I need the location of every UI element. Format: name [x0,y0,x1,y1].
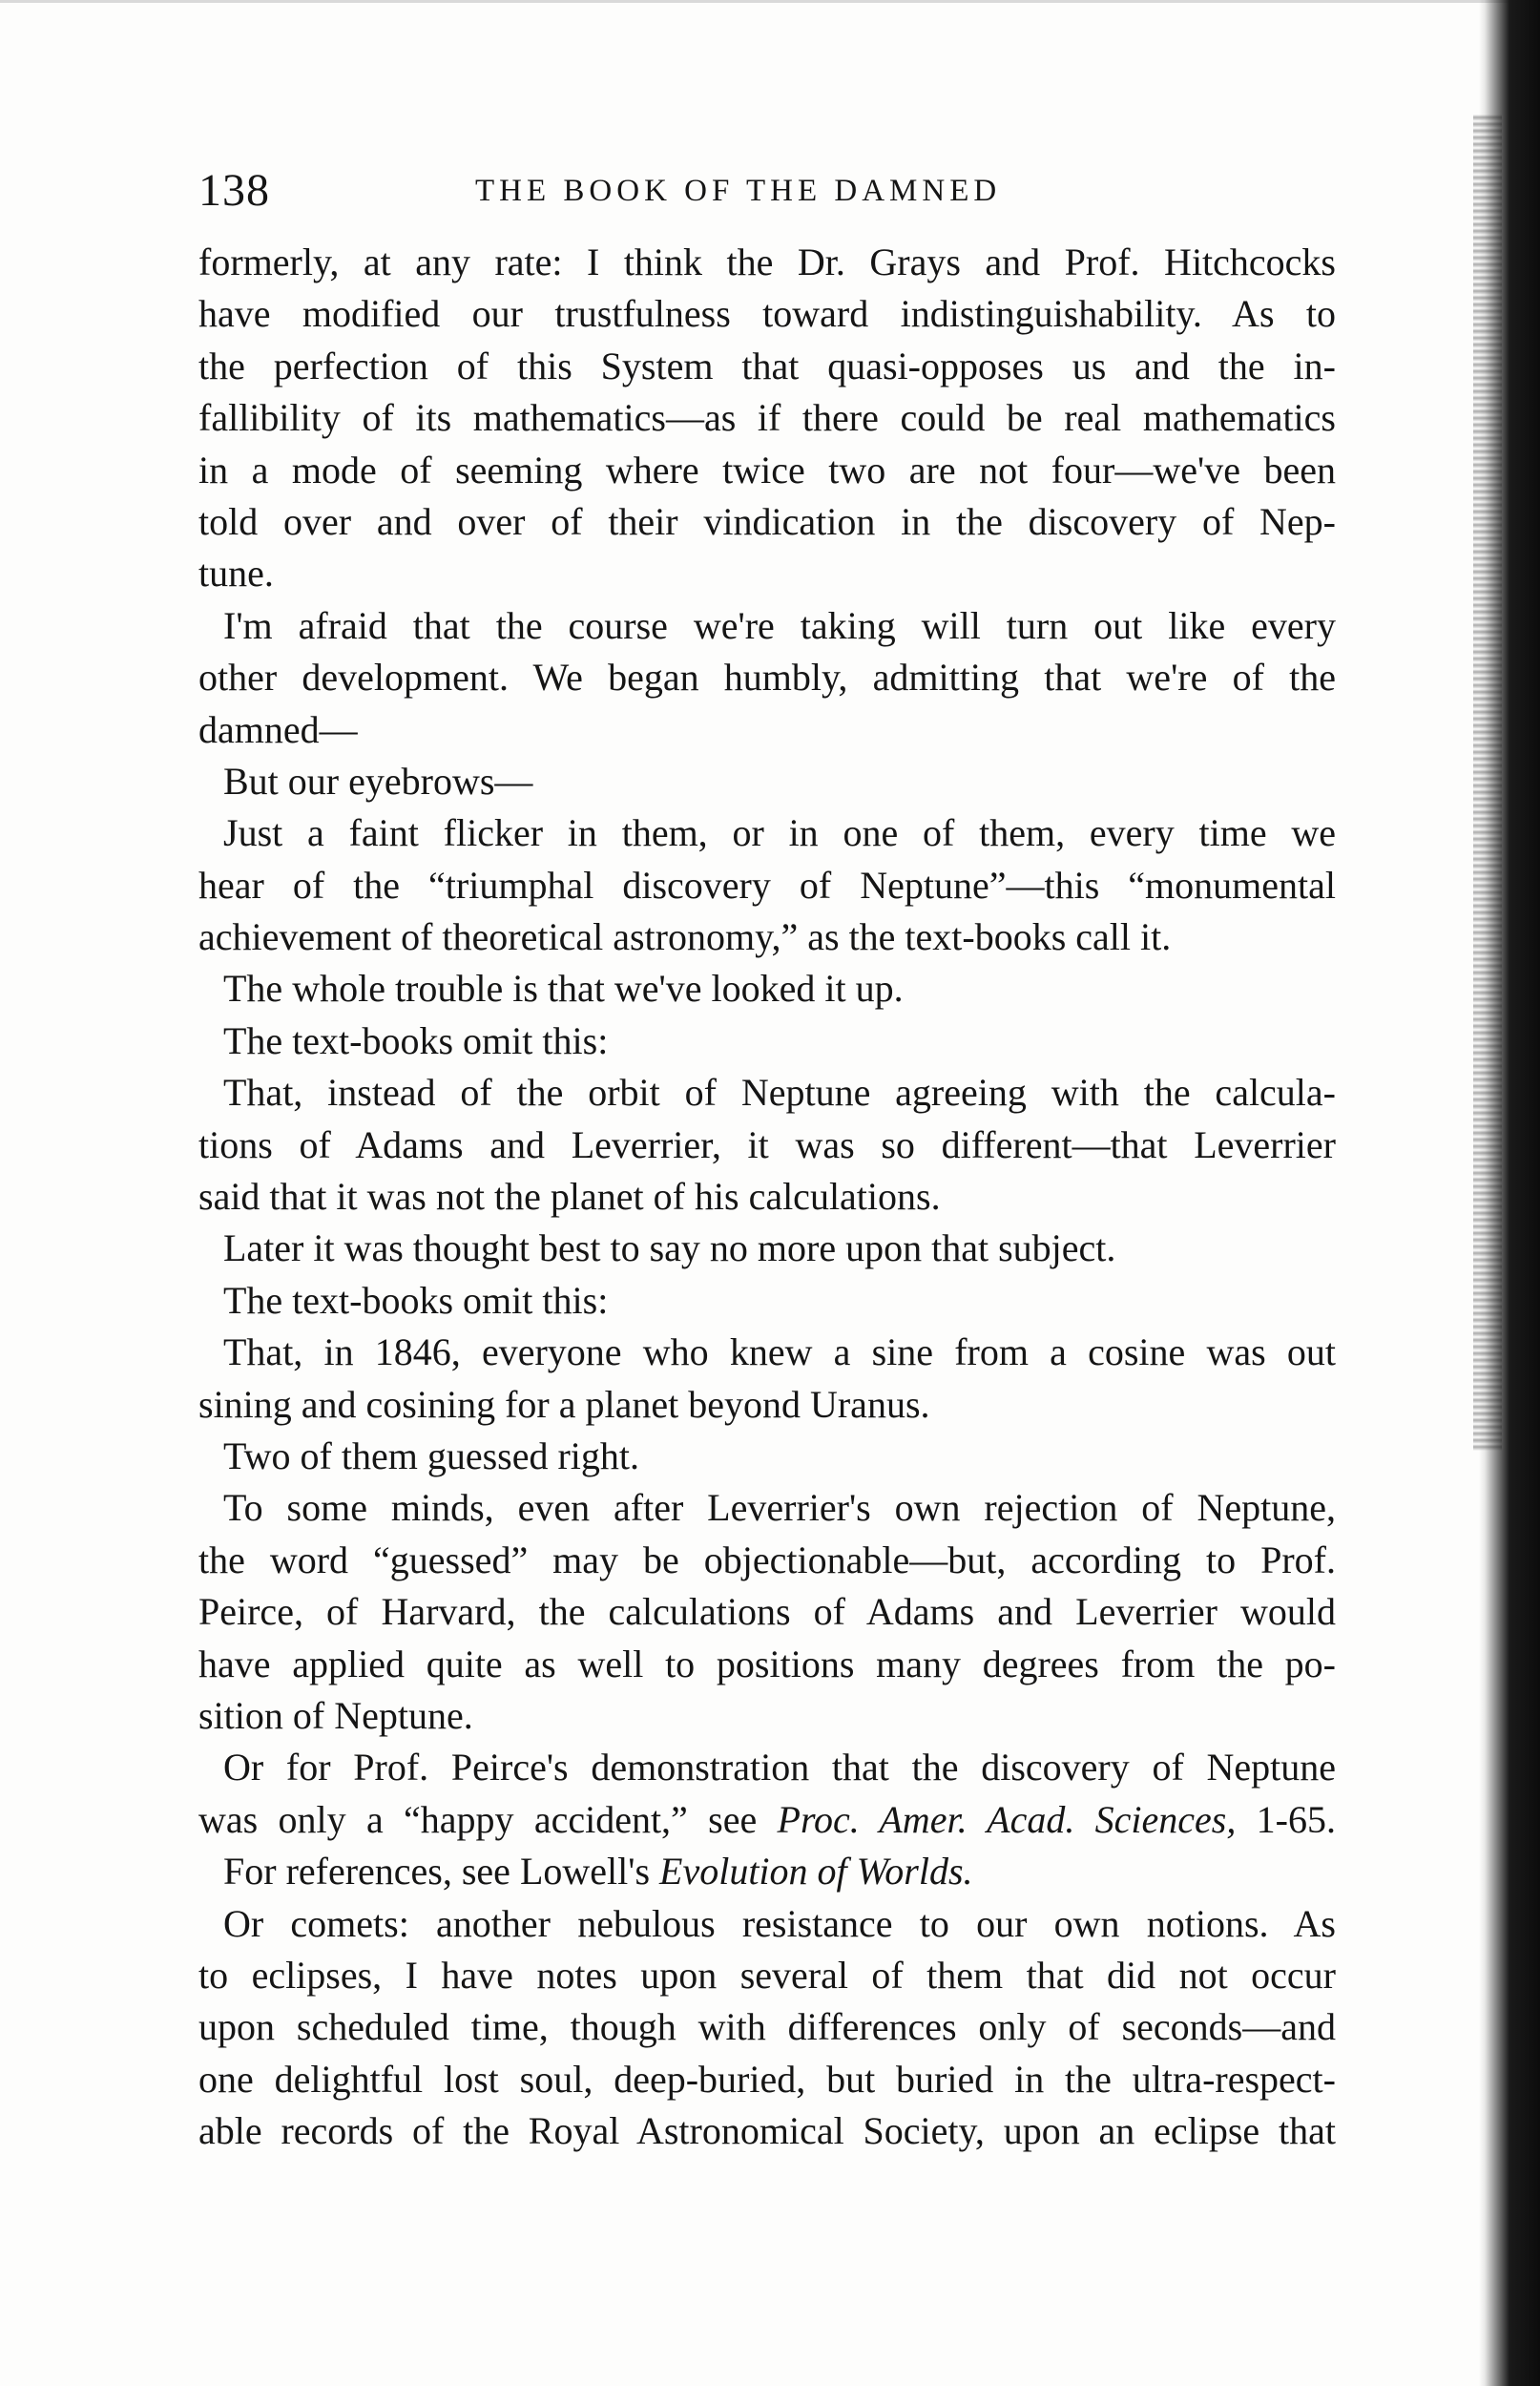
text-line: sition of Neptune. [198,1693,473,1737]
text-line: The text-books omit this: [223,1018,609,1062]
scan-top-edge [0,0,1540,3]
binding-texture [1473,115,1502,1451]
text-line: other development. We began humbly, admitting that we're of the [198,656,1336,700]
text-segment: 1-65. [1236,1797,1336,1841]
text-line: said that it was not the planet of his calculations. [198,1175,941,1219]
text-segment: was only a “happy accident,” see [198,1797,778,1841]
text-line: The text-books omit this: [223,1278,609,1322]
text-line: in a mode of seeming where twice two are not four—we've been [198,448,1336,492]
text-line: the perfection of this System that quasi-opposes us and the in- [198,344,1336,387]
text-line: sining and cosining for a planet beyond Uranus. [198,1382,930,1426]
italic-citation: Proc. Amer. Acad. Sciences, [777,1797,1237,1841]
text-line: upon scheduled time, though with differences only of seconds—and [198,2005,1336,2049]
text-line: I'm afraid that the course we're taking will turn out like every [223,603,1336,647]
text-line: achievement of theoretical astronomy,” as the text-books call it. [198,915,1172,959]
text-line [198,1846,1336,1897]
text-line: Peirce, of Harvard, the calculations of Adams and Leverrier would [198,1590,1336,1634]
text-line: formerly, at any rate: I think the Dr. Grays and Prof. Hitchcocks [198,241,1336,283]
text-line: tune. [198,552,274,596]
text-line: tions of Adams and Leverrier, it was so different—that Leverrier [198,1122,1336,1166]
text-line: to eclipses, I have notes upon several of them that did not occur [198,1953,1336,1997]
text-line: have applied quite as well to positions many degrees from the po- [198,1642,1336,1685]
page-number: 138 [198,165,270,216]
text-line: The whole trouble is that we've looked it up. [223,967,904,1011]
binding-shadow [1479,0,1540,2386]
text-line: Later it was thought best to say no more upon that subject. [223,1226,1116,1270]
running-title: THE BOOK OF THE DAMNED [475,174,1002,208]
text-line [198,1794,1336,1846]
text-line: Just a faint flicker in them, or in one of them, every time we [223,811,1336,855]
text-line: But our eyebrows— [223,759,533,803]
text-line: Or comets: another nebulous resistance to our own notions. As [223,1901,1336,1945]
body-text [198,237,1336,2157]
text-segment: For references, see Lowell's [223,1850,660,1894]
text-line: To some minds, even after Leverrier's own rejection of Neptune, [223,1486,1336,1530]
text-line: one delightful lost soul, deep-buried, but buried in the ultra-respect- [198,2057,1336,2101]
text-line: the word “guessed” may be objectionable—but, according to Prof. [198,1538,1336,1581]
text-line: That, in 1846, everyone who knew a sine from a cosine was out [223,1330,1336,1374]
text-line: Or for Prof. Peirce's demonstration that the discovery of Neptune [223,1746,1336,1790]
text-line: That, instead of the orbit of Neptune agreeing with the calcula- [223,1071,1336,1115]
text-line: able records of the Royal Astronomical Society, upon an eclipse that [198,2109,1336,2153]
page-header [198,162,1324,220]
text-line: have modified our trustfulness toward indistinguishability. As to [198,292,1336,336]
italic-citation: Evolution of Worlds. [659,1850,973,1894]
text-line: damned— [198,707,358,751]
text-line: Two of them guessed right. [223,1434,640,1477]
text-line: hear of the “triumphal discovery of Neptune”—this “monumental [198,863,1336,907]
text-line: told over and over of their vindication in the discovery of Nep- [198,499,1336,543]
text-line: fallibility of its mathematics—as if there could be real mathematics [198,396,1336,440]
